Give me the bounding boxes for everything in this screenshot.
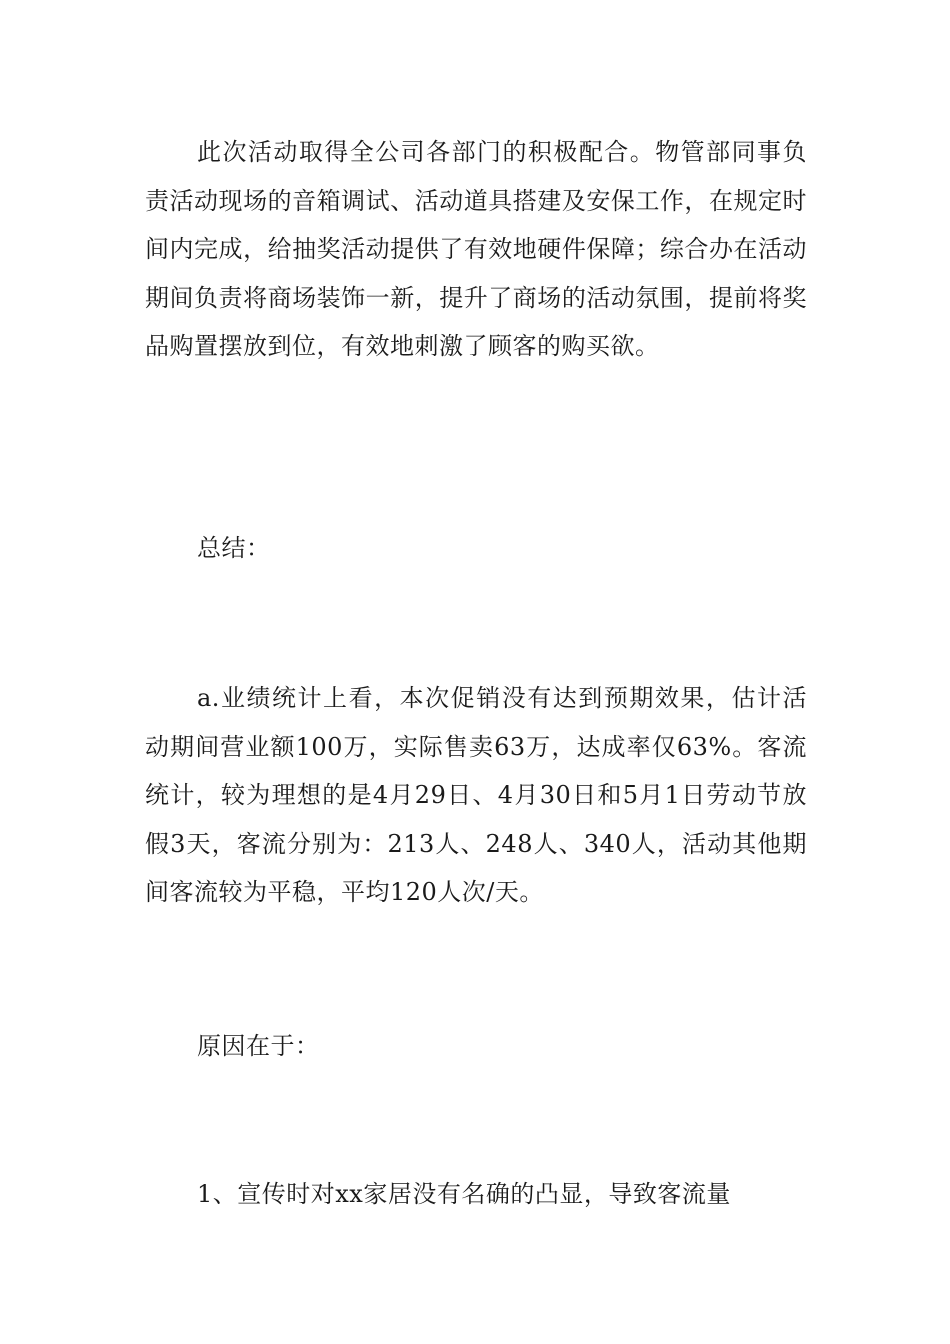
- paragraph-department-cooperation: 此次活动取得全公司各部门的积极配合。物管部同事负责活动现场的音箱调试、活动道具搭建及安保工作，在规定时间内完成，给抽奖活动提供了有效地硬件保障；综合办在活动期间负责将商场装饰一新，提升了商场的活动氛围，提前将奖品购置摆放到位，有效地刺激了顾客的购买欲。: [145, 138, 807, 360]
- paragraph-reason-1: 1、宣传时对xx家居没有名确的凸显，导致客流量: [197, 1180, 731, 1208]
- heading-summary: 总结：: [197, 534, 271, 562]
- heading-reasons: 原因在于：: [197, 1032, 320, 1060]
- paragraph-performance-statistics: a.业绩统计上看，本次促销没有达到预期效果，估计活动期间营业额100万，实际售卖63万，达成率仅63%。客流统计，较为理想的是4月29日、4月30日和5月1日劳动节放假3天，客流分别为：213人、248人、340人，活动其他期间客流较为平稳，平均120人次/天。: [145, 684, 807, 906]
